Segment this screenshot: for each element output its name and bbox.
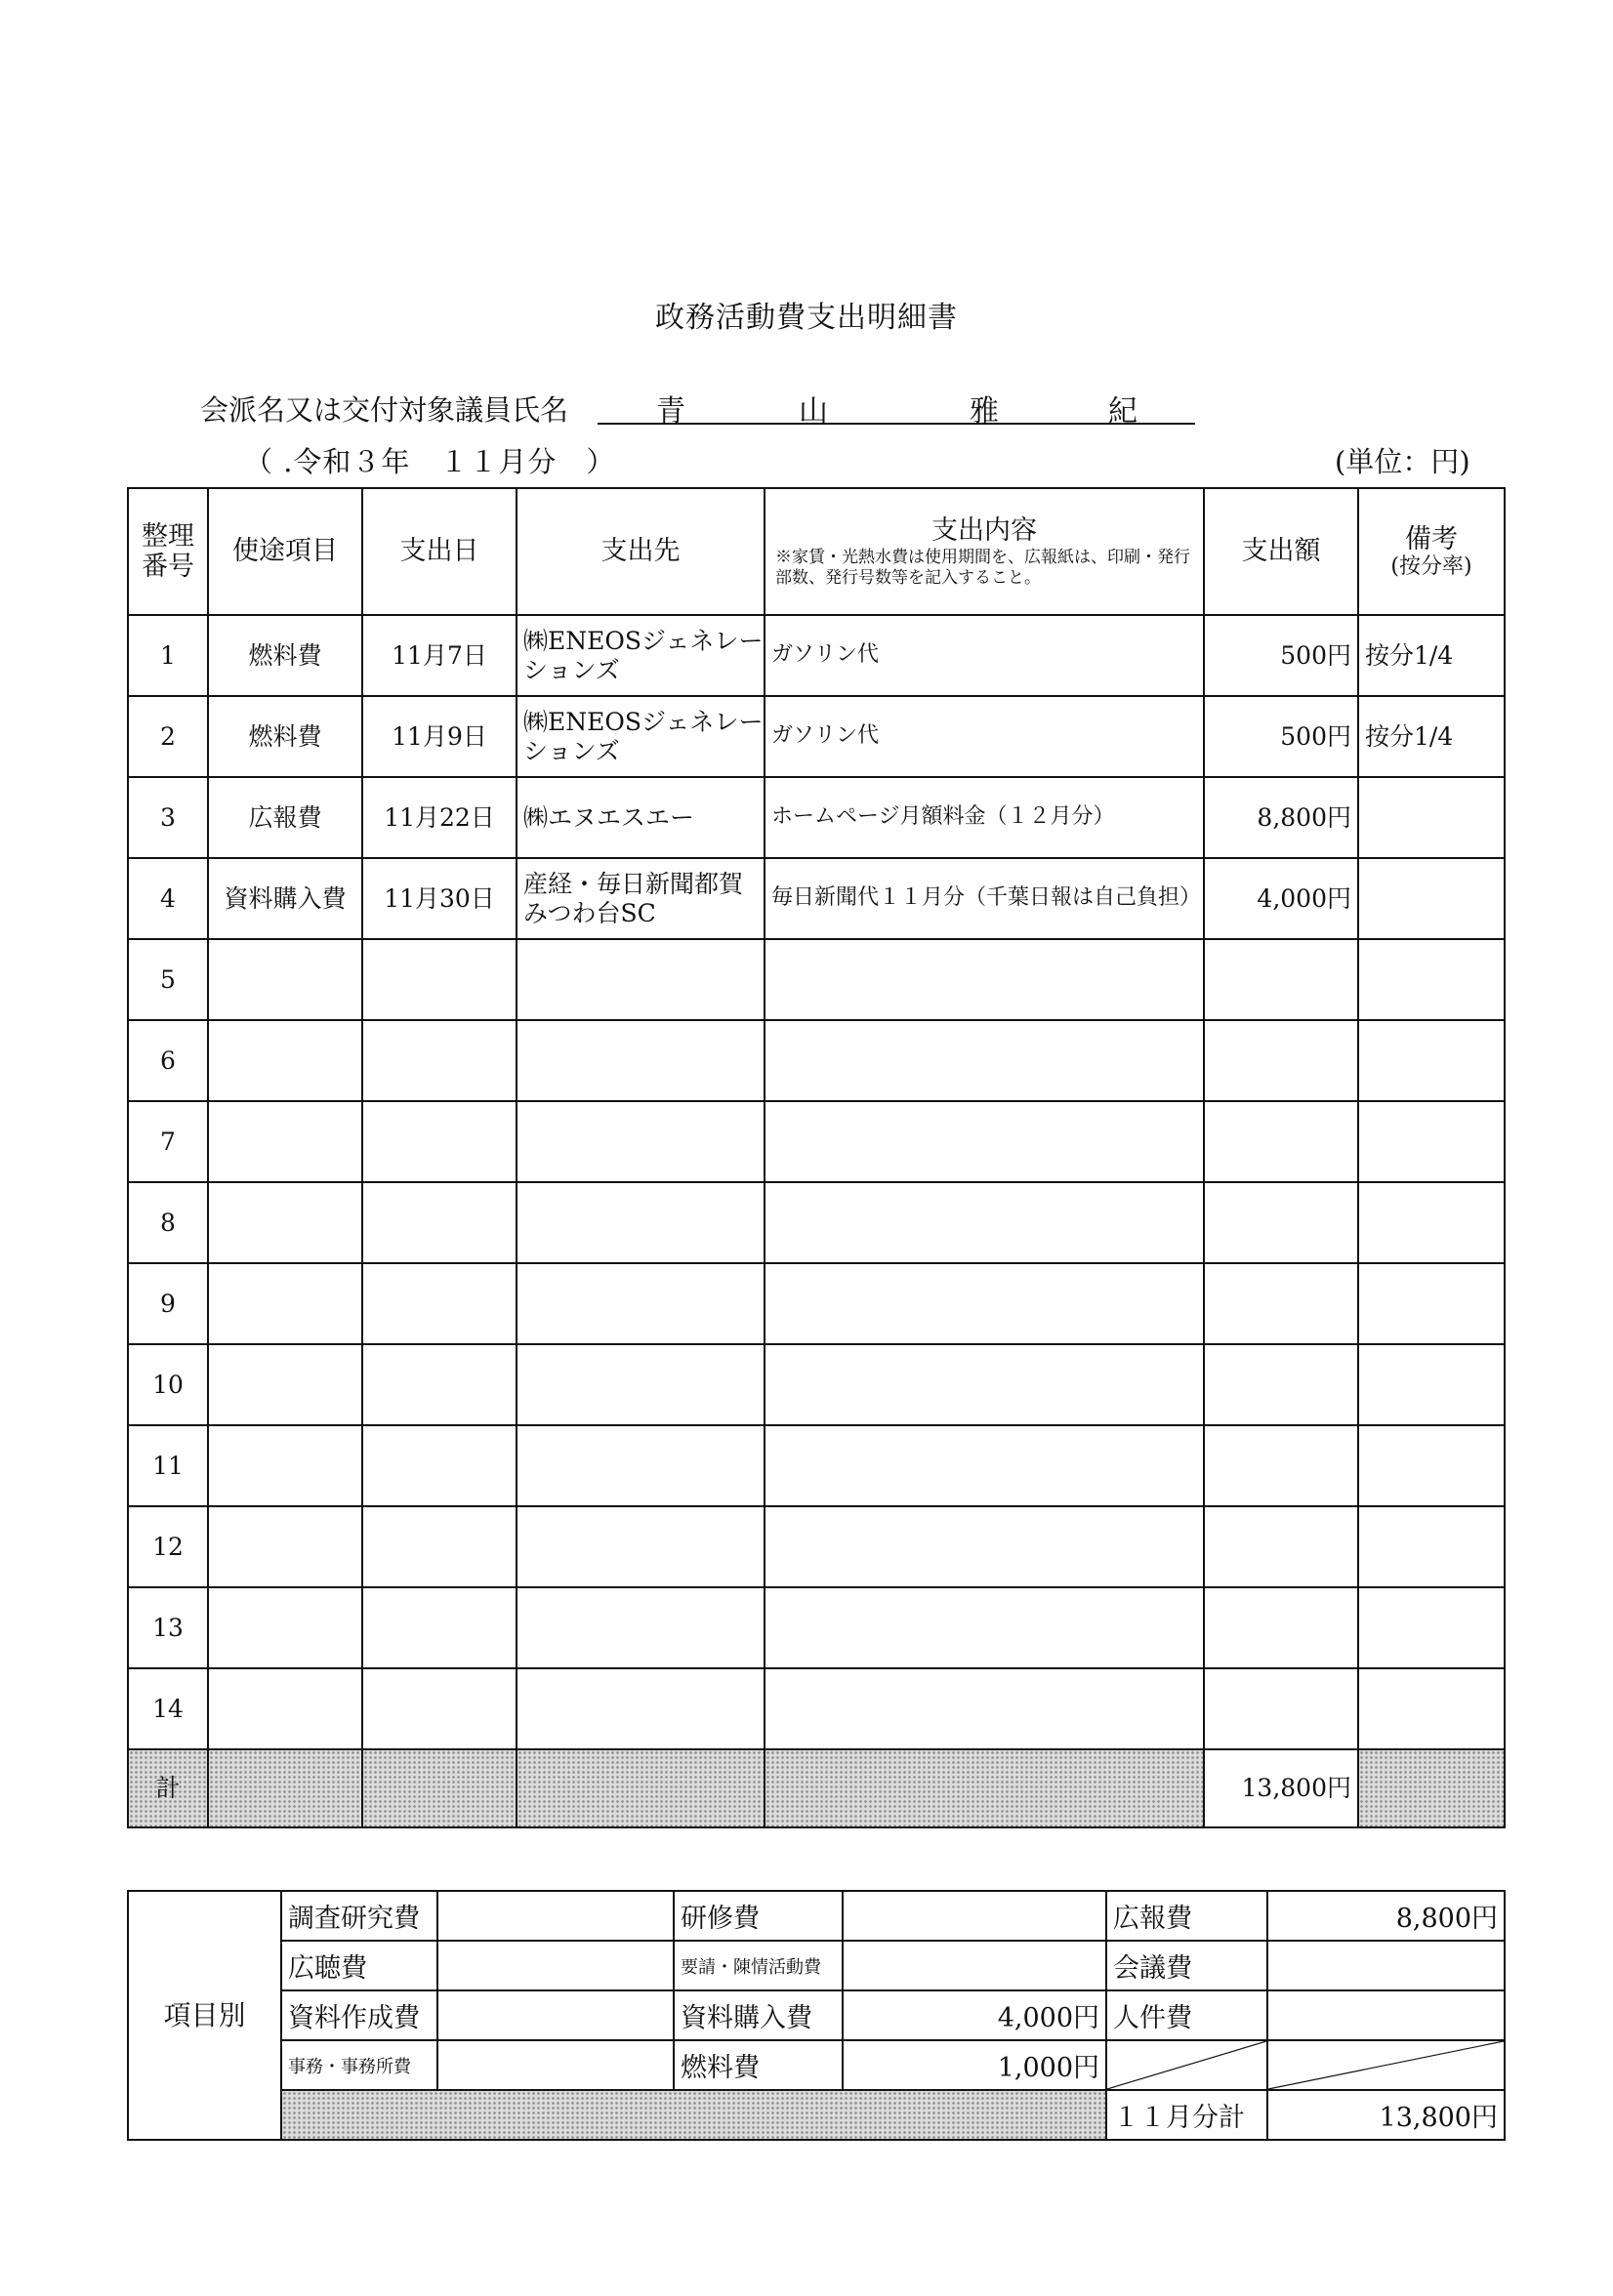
row-date <box>362 939 517 1020</box>
row-purpose <box>208 1668 362 1749</box>
table-row <box>128 1587 1505 1668</box>
row-payee <box>517 1668 765 1749</box>
header-remarks-sub: (按分率) <box>1390 554 1472 579</box>
row-number: 14 <box>128 1668 208 1749</box>
row-number: 4 <box>128 858 208 939</box>
row-amount <box>1204 1506 1358 1587</box>
row-content <box>765 1587 1204 1668</box>
shaded-cell <box>281 2090 1106 2140</box>
summary-value <box>437 2040 674 2090</box>
summary-label: 広報費 <box>1106 1891 1267 1941</box>
crossed-out-cell <box>1267 2040 1505 2090</box>
row-number: 7 <box>128 1101 208 1182</box>
row-number: 11 <box>128 1425 208 1506</box>
summary-label: 資料作成費 <box>281 1990 437 2040</box>
header-no: 整理番号 <box>128 488 208 615</box>
row-payee <box>517 1263 765 1344</box>
row-remarks <box>1358 858 1505 939</box>
header-remarks-label: 備考 <box>1405 523 1458 554</box>
total-label: 計 <box>128 1749 208 1827</box>
month-total-label: １１月分計 <box>1106 2090 1267 2140</box>
row-payee <box>517 1020 765 1101</box>
diagonal-line <box>1107 2041 1266 2089</box>
table-row <box>128 777 1505 858</box>
row-purpose <box>208 1182 362 1263</box>
row-amount <box>1204 1020 1358 1101</box>
table-row <box>128 939 1505 1020</box>
crossed-out-cell <box>1106 2040 1267 2090</box>
row-date <box>362 1587 517 1668</box>
row-payee <box>517 1344 765 1425</box>
row-remarks <box>1358 1344 1505 1425</box>
row-number: 12 <box>128 1506 208 1587</box>
summary-label: 会議費 <box>1106 1941 1267 1990</box>
row-purpose <box>208 1344 362 1425</box>
unit-label: (単位：円) <box>1335 445 1470 478</box>
table-row <box>128 1101 1505 1182</box>
header-purpose: 使途項目 <box>208 488 362 615</box>
summary-value <box>843 1941 1106 1990</box>
row-payee: ㈱エヌエスエー <box>517 777 765 858</box>
row-purpose <box>208 1263 362 1344</box>
row-date: 11月7日 <box>362 615 517 696</box>
document-title: 政務活動費支出明細書 <box>655 301 958 335</box>
row-purpose <box>208 1425 362 1506</box>
row-date: 11月30日 <box>362 858 517 939</box>
row-amount: 4,000円 <box>1204 858 1358 939</box>
category-summary-table <box>127 1890 1506 2141</box>
member-name-char: 山 <box>799 394 828 429</box>
table-row <box>128 1020 1505 1101</box>
shaded-cell <box>765 1749 1204 1827</box>
row-remarks <box>1358 1668 1505 1749</box>
table-row <box>128 1344 1505 1425</box>
row-amount <box>1204 1425 1358 1506</box>
row-date <box>362 1506 517 1587</box>
row-date <box>362 1668 517 1749</box>
summary-value <box>1267 1941 1505 1990</box>
row-remarks <box>1358 777 1505 858</box>
shaded-cell <box>362 1749 517 1827</box>
row-remarks <box>1358 1263 1505 1344</box>
row-number: 3 <box>128 777 208 858</box>
row-purpose <box>208 1506 362 1587</box>
row-amount: 8,800円 <box>1204 777 1358 858</box>
summary-value: 4,000円 <box>843 1990 1106 2040</box>
expense-detail-table <box>127 487 1506 1828</box>
summary-total-row <box>128 2090 1505 2140</box>
row-payee <box>517 1506 765 1587</box>
table-row <box>128 696 1505 777</box>
row-date: 11月9日 <box>362 696 517 777</box>
row-remarks <box>1358 1506 1505 1587</box>
row-payee: 産経・毎日新聞都賀みつわ台SC <box>517 858 765 939</box>
summary-label: 調査研究費 <box>281 1891 437 1941</box>
row-amount <box>1204 1101 1358 1182</box>
row-payee <box>517 1101 765 1182</box>
row-date <box>362 1101 517 1182</box>
row-content <box>765 1263 1204 1344</box>
row-payee: ㈱ENEOSジェネレーションズ <box>517 696 765 777</box>
summary-value <box>1267 1990 1505 2040</box>
row-purpose <box>208 1587 362 1668</box>
member-name-char: 紀 <box>1108 394 1137 429</box>
shaded-cell <box>1358 1749 1505 1827</box>
row-content: ガソリン代 <box>765 696 1204 777</box>
period-label: （ .令和３年 １１月分 ） <box>244 445 616 478</box>
header-remarks <box>1358 488 1505 615</box>
row-number: 5 <box>128 939 208 1020</box>
summary-value <box>437 1941 674 1990</box>
row-content: 毎日新聞代１１月分（千葉日報は自己負担） <box>765 858 1204 939</box>
row-payee <box>517 1425 765 1506</box>
row-amount <box>1204 1668 1358 1749</box>
total-amount: 13,800円 <box>1204 1749 1358 1827</box>
row-purpose: 広報費 <box>208 777 362 858</box>
member-name-char: 雅 <box>970 394 999 429</box>
row-amount: 500円 <box>1204 615 1358 696</box>
row-content <box>765 1182 1204 1263</box>
row-date <box>362 1425 517 1506</box>
table-row <box>128 1182 1505 1263</box>
row-content <box>765 1020 1204 1101</box>
summary-row <box>128 1891 1505 1941</box>
row-date <box>362 1182 517 1263</box>
row-purpose <box>208 1101 362 1182</box>
header-content <box>765 488 1204 615</box>
summary-label: 要請・陳情活動費 <box>674 1941 843 1990</box>
member-name-underline <box>598 423 1195 425</box>
row-remarks <box>1358 939 1505 1020</box>
summary-label: 事務・事務所費 <box>281 2040 437 2090</box>
row-content <box>765 1344 1204 1425</box>
shaded-cell <box>208 1749 362 1827</box>
summary-label: 広聴費 <box>281 1941 437 1990</box>
table-header-row <box>128 488 1505 615</box>
row-number: 10 <box>128 1344 208 1425</box>
row-amount <box>1204 1263 1358 1344</box>
row-payee <box>517 939 765 1020</box>
row-number: 9 <box>128 1263 208 1344</box>
row-content <box>765 1101 1204 1182</box>
row-amount <box>1204 1344 1358 1425</box>
summary-row <box>128 1990 1505 2040</box>
row-remarks <box>1358 1587 1505 1668</box>
member-label: 会派名又は交付対象議員氏名 <box>200 393 569 427</box>
summary-value <box>843 1891 1106 1941</box>
row-remarks: 按分1/4 <box>1358 696 1505 777</box>
row-purpose: 燃料費 <box>208 696 362 777</box>
row-amount <box>1204 939 1358 1020</box>
shaded-cell <box>517 1749 765 1827</box>
summary-label: 燃料費 <box>674 2040 843 2090</box>
row-amount <box>1204 1587 1358 1668</box>
header-payee: 支出先 <box>517 488 765 615</box>
row-remarks <box>1358 1101 1505 1182</box>
row-purpose: 資料購入費 <box>208 858 362 939</box>
row-payee <box>517 1587 765 1668</box>
summary-row <box>128 2040 1505 2090</box>
diagonal-line <box>1268 2041 1504 2089</box>
row-remarks <box>1358 1020 1505 1101</box>
table-row <box>128 1506 1505 1587</box>
row-number: 13 <box>128 1587 208 1668</box>
header-content-label: 支出内容 <box>931 515 1037 547</box>
row-payee <box>517 1182 765 1263</box>
summary-value <box>437 1990 674 2040</box>
table-row <box>128 1668 1505 1749</box>
total-row <box>128 1749 1505 1827</box>
row-date <box>362 1344 517 1425</box>
row-number: 1 <box>128 615 208 696</box>
row-content <box>765 1506 1204 1587</box>
row-content: ホームページ月額料金（１２月分） <box>765 777 1204 858</box>
table-row <box>128 1263 1505 1344</box>
row-remarks: 按分1/4 <box>1358 615 1505 696</box>
row-number: 8 <box>128 1182 208 1263</box>
summary-value: 1,000円 <box>843 2040 1106 2090</box>
row-content <box>765 1425 1204 1506</box>
row-content <box>765 939 1204 1020</box>
table-row <box>128 858 1505 939</box>
row-number: 6 <box>128 1020 208 1101</box>
row-amount: 500円 <box>1204 696 1358 777</box>
header-content-note: ※家賃・光熱水費は使用期間を、広報紙は、印刷・発行部数、発行号数等を記入すること。 <box>775 548 1190 588</box>
member-name-char: 青 <box>656 394 685 429</box>
row-content: ガソリン代 <box>765 615 1204 696</box>
row-content <box>765 1668 1204 1749</box>
summary-label: 研修費 <box>674 1891 843 1941</box>
row-purpose <box>208 939 362 1020</box>
summary-label: 資料購入費 <box>674 1990 843 2040</box>
row-amount <box>1204 1182 1358 1263</box>
row-date <box>362 1020 517 1101</box>
row-remarks <box>1358 1182 1505 1263</box>
row-purpose: 燃料費 <box>208 615 362 696</box>
summary-value: 8,800円 <box>1267 1891 1505 1941</box>
row-remarks <box>1358 1425 1505 1506</box>
row-date: 11月22日 <box>362 777 517 858</box>
table-row <box>128 615 1505 696</box>
row-purpose <box>208 1020 362 1101</box>
summary-row <box>128 1941 1505 1990</box>
summary-label: 人件費 <box>1106 1990 1267 2040</box>
row-payee: ㈱ENEOSジェネレーションズ <box>517 615 765 696</box>
summary-value <box>437 1891 674 1941</box>
summary-side-label: 項目別 <box>128 1891 281 2140</box>
month-total-value: 13,800円 <box>1267 2090 1505 2140</box>
row-date <box>362 1263 517 1344</box>
table-row <box>128 1425 1505 1506</box>
row-number: 2 <box>128 696 208 777</box>
header-date: 支出日 <box>362 488 517 615</box>
header-amount: 支出額 <box>1204 488 1358 615</box>
